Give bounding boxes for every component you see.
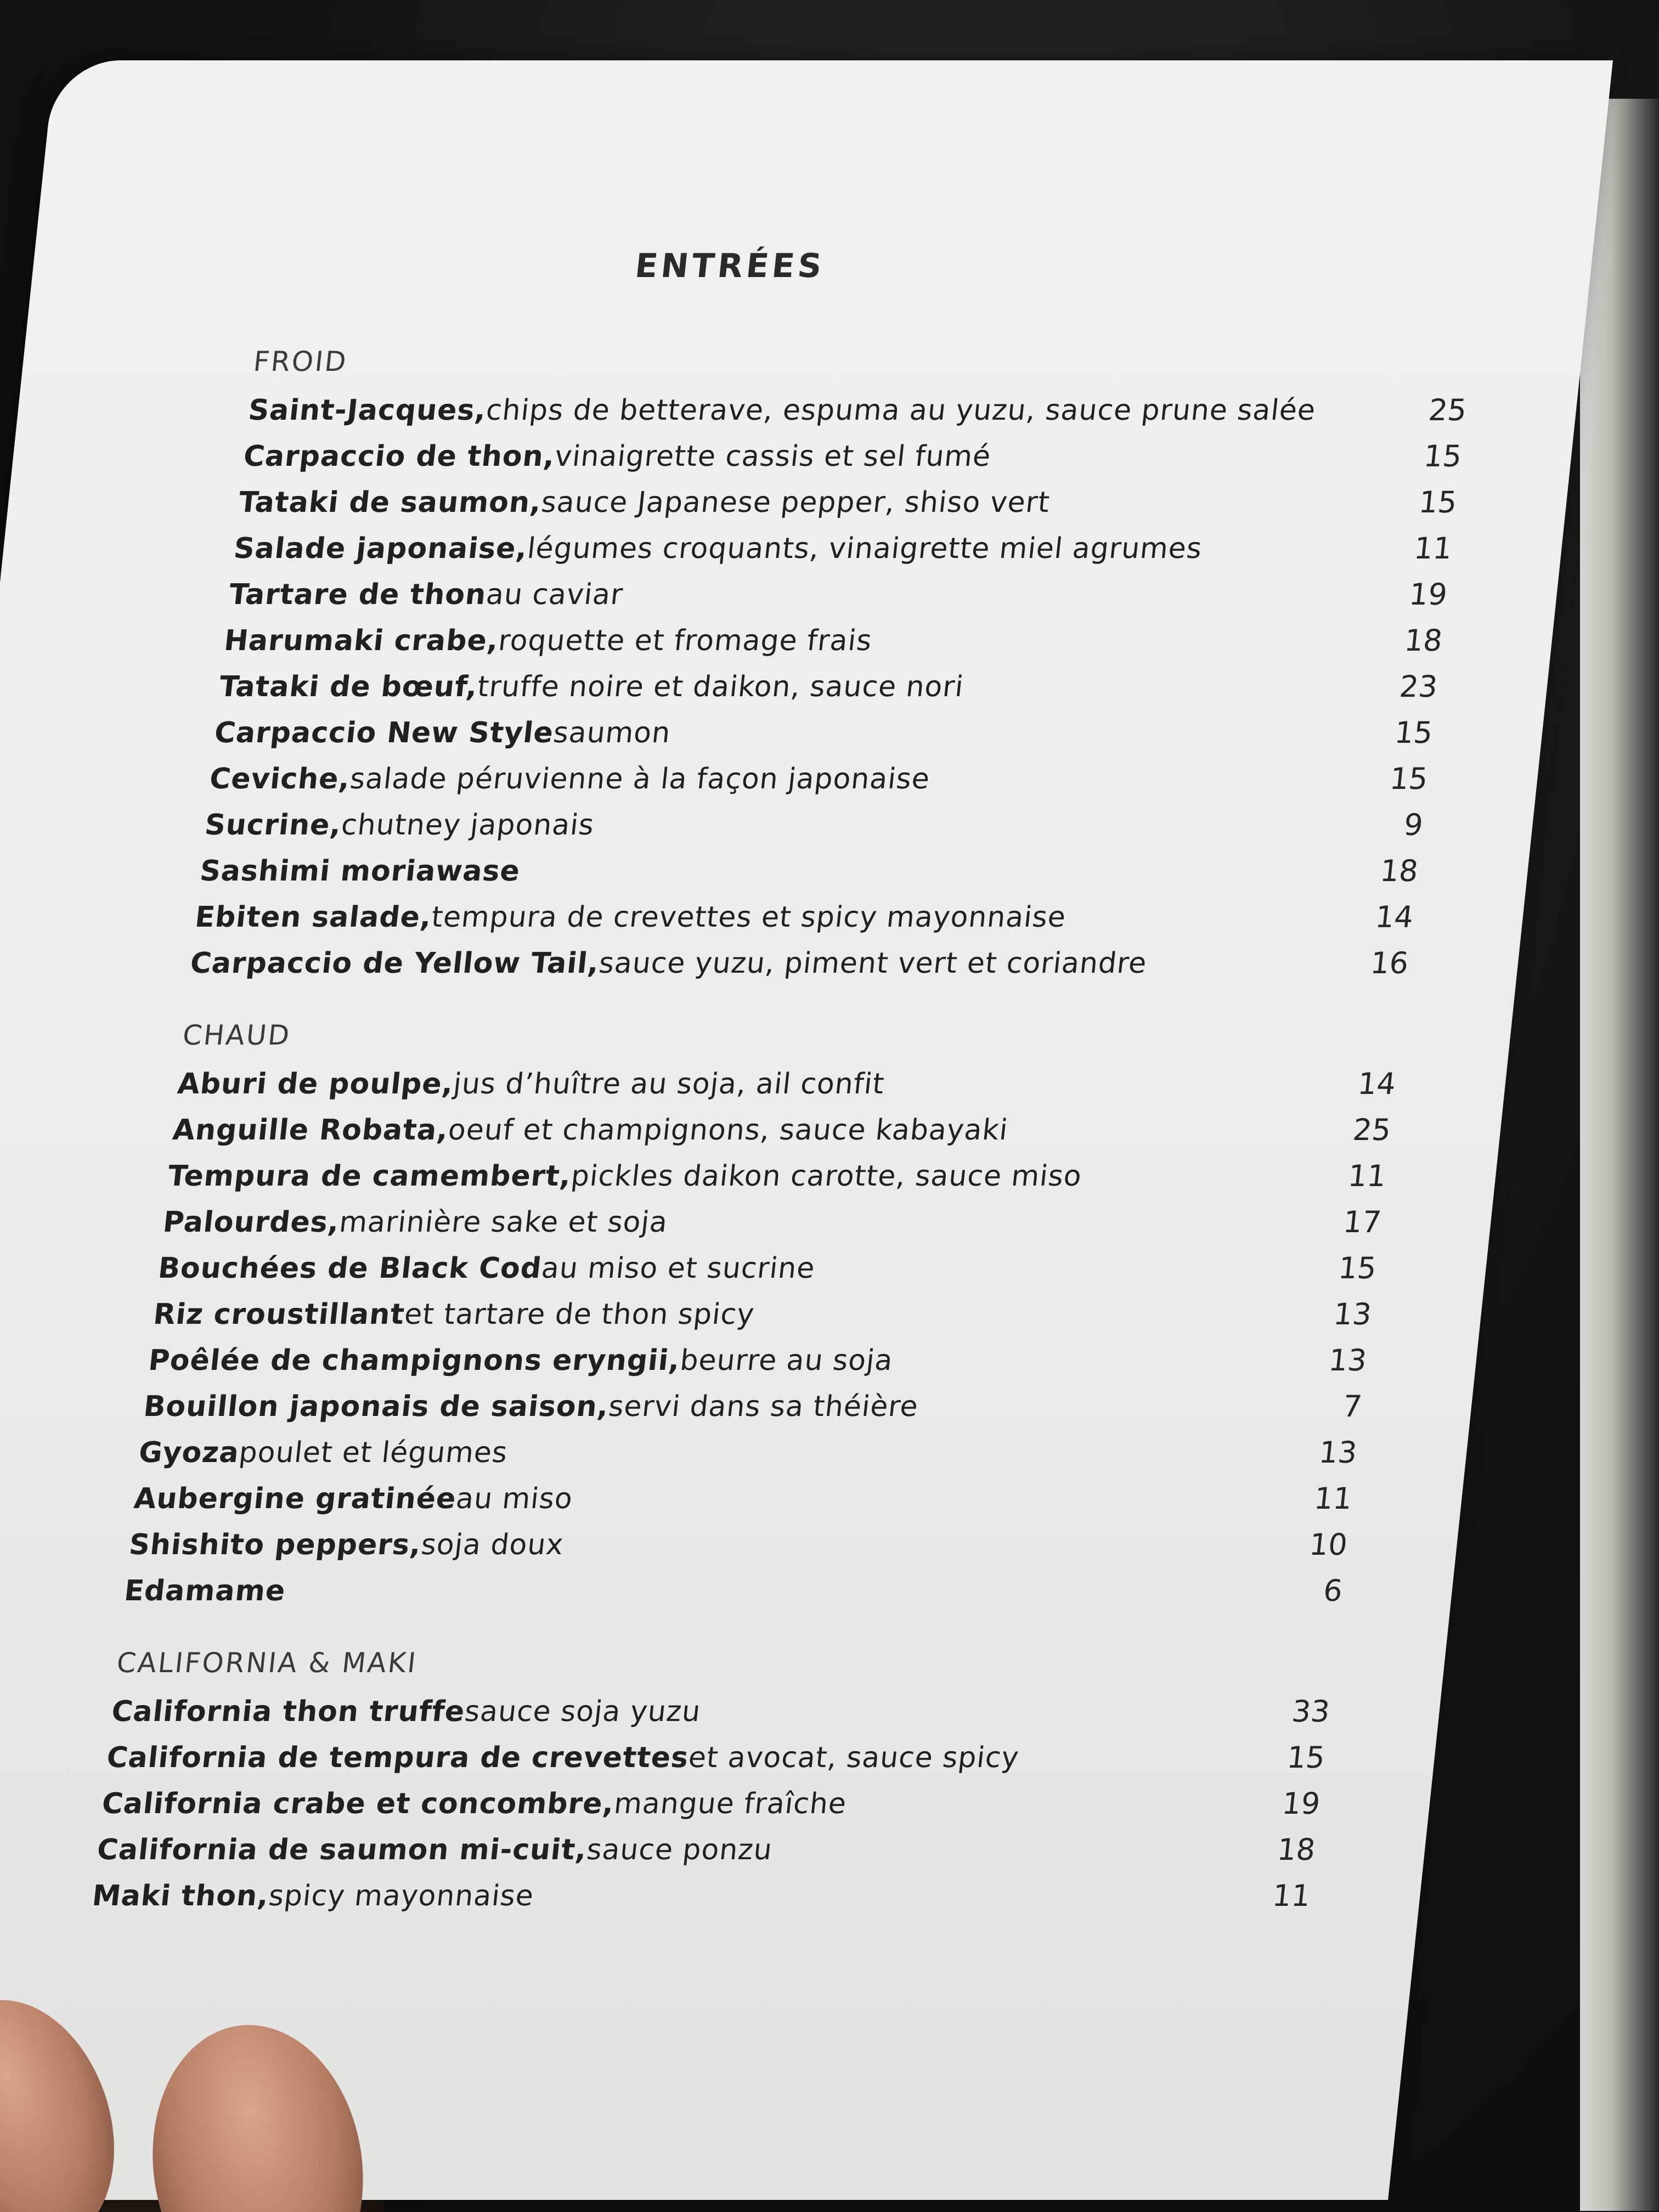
dish-description: et tartare de thon spicy (403, 1298, 757, 1331)
menu-item (175, 1061, 1475, 1107)
menu-item (217, 664, 1517, 710)
menu-item (246, 387, 1546, 433)
price: 18 (1402, 623, 1444, 658)
dish-name: Anguille Robata, (171, 1114, 450, 1147)
menu-item (193, 894, 1492, 940)
dish-name: Salade japonaise, (232, 532, 529, 565)
menu-rows (188, 387, 1546, 986)
dish-description: tempura de crevettes et spicy mayonnaise (430, 901, 1068, 934)
menu-item (137, 1430, 1436, 1476)
price: 15 (1388, 761, 1430, 796)
dish-name: Gyoza (137, 1436, 241, 1469)
dish-name: California crabe et concombre, (100, 1787, 616, 1820)
section-title: CHAUD (181, 1019, 293, 1051)
dish-name: Bouillon japonais de saison, (142, 1390, 611, 1423)
dish-description: spicy mayonnaise (267, 1880, 536, 1912)
dish-description: roquette et fromage frais (496, 624, 874, 657)
menu-item (146, 1338, 1446, 1384)
dish-description: au caviar (484, 578, 625, 611)
dish-name: Harumaki crabe, (222, 624, 500, 657)
dish-name: Sucrine, (203, 809, 343, 842)
dish-description: mangue fraîche (612, 1787, 849, 1820)
dish-name: Riz croustillant (151, 1298, 407, 1331)
dish-description: truffe noire et daikon, sauce nori (476, 670, 966, 703)
menu-content (87, 247, 1561, 1952)
dish-description: saumon (551, 716, 673, 749)
price: 15 (1417, 485, 1459, 520)
menu-page (0, 60, 1613, 2200)
dish-name: Ceviche, (208, 763, 352, 795)
menu-rows (90, 1689, 1409, 1919)
dish-description: vinaigrette cassis et sel fumé (553, 440, 993, 473)
dish-name: Tataki de bœuf, (217, 670, 479, 703)
menu-cover-edge (1580, 99, 1659, 2211)
dish-name: Tempura de camembert, (166, 1160, 573, 1193)
price: 6 (1322, 1573, 1345, 1608)
price: 15 (1336, 1251, 1378, 1285)
menu-item (100, 1781, 1400, 1827)
section-california-maki (90, 1647, 1413, 1919)
menu-item (142, 1384, 1441, 1430)
price: 18 (1276, 1832, 1317, 1867)
dish-name: Palourdes, (161, 1206, 341, 1239)
price: 19 (1280, 1786, 1322, 1821)
section-title: FROID (252, 346, 349, 377)
dish-description: poulet et légumes (237, 1436, 510, 1469)
menu-title: ENTRÉES (633, 247, 827, 285)
dish-name: California thon truffe (110, 1695, 467, 1728)
menu-item (202, 802, 1502, 848)
section-title: CALIFORNIA & MAKI (115, 1647, 419, 1679)
menu-item (127, 1522, 1426, 1568)
dish-description: sauce soja yuzu (463, 1695, 703, 1728)
dish-name: Ebiten salade, (193, 901, 433, 934)
price: 11 (1412, 531, 1454, 566)
price: 25 (1351, 1113, 1393, 1147)
dish-description: soja doux (419, 1528, 566, 1561)
menu-item (95, 1827, 1395, 1873)
menu-item (222, 618, 1521, 664)
dish-description: marinière sake et soja (337, 1206, 670, 1239)
menu-item (109, 1689, 1409, 1735)
dish-description: jus d’huître au soja, ail confit (452, 1068, 887, 1101)
dish-description: chutney japonais (340, 809, 596, 842)
dish-name: Aburi de poulpe, (176, 1068, 455, 1101)
price: 19 (1407, 577, 1449, 612)
menu-item (90, 1873, 1390, 1919)
price: 7 (1341, 1389, 1364, 1424)
dish-description: au miso et sucrine (539, 1252, 817, 1285)
menu-item (104, 1735, 1404, 1781)
dish-name: Sashimi moriawase (198, 855, 522, 888)
dish-description: et avocat, sauce spicy (686, 1741, 1021, 1774)
menu-item (161, 1199, 1460, 1245)
price: 23 (1397, 669, 1440, 704)
price: 16 (1369, 946, 1410, 980)
price: 13 (1331, 1297, 1374, 1331)
menu-item (171, 1107, 1470, 1153)
dish-name: Tataki de saumon, (237, 486, 544, 519)
dish-name: Bouchées de Black Cod (156, 1252, 544, 1285)
menu-item (132, 1476, 1431, 1522)
dish-description: au miso (454, 1482, 574, 1515)
price: 15 (1393, 715, 1435, 750)
dish-name: Aubergine gratinée (132, 1482, 458, 1515)
dish-name: California de tempura de crevettes (105, 1741, 691, 1774)
dish-description: pickles daikon carotte, sauce miso (569, 1160, 1084, 1193)
dish-name: California de saumon mi-cuit, (95, 1833, 589, 1866)
section-chaud (122, 1019, 1479, 1614)
price: 13 (1327, 1343, 1369, 1378)
price: 13 (1317, 1435, 1359, 1470)
menu-item (207, 756, 1507, 802)
price: 14 (1356, 1066, 1398, 1101)
menu-item (151, 1291, 1451, 1338)
menu-item (198, 848, 1497, 894)
dish-description: sauce Japanese pepper, shiso vert (539, 486, 1052, 519)
menu-item (156, 1245, 1455, 1291)
price: 25 (1426, 393, 1469, 427)
price: 15 (1422, 439, 1464, 473)
dish-name: Carpaccio de Yellow Tail, (188, 947, 601, 980)
price: 11 (1312, 1481, 1354, 1516)
menu-item (122, 1568, 1421, 1614)
price: 33 (1290, 1694, 1331, 1729)
price: 18 (1378, 854, 1420, 888)
menu-item (232, 526, 1531, 572)
dish-description: oeuf et champignons, sauce kabayaki (447, 1114, 1010, 1147)
dish-name: Edamame (122, 1575, 287, 1607)
dish-description: légumes croquants, vinaigrette miel agrumes (526, 532, 1204, 565)
menu-rows (122, 1061, 1475, 1614)
price: 10 (1307, 1527, 1349, 1562)
menu-item (212, 710, 1512, 756)
menu-item (227, 572, 1526, 618)
price: 14 (1373, 900, 1415, 934)
menu-item (241, 433, 1541, 479)
dish-name: Tartare de thon (227, 578, 488, 611)
dish-description: chips de betterave, espuma au yuzu, sauce prune salée (484, 394, 1318, 427)
dish-name: Saint-Jacques, (246, 394, 488, 427)
dish-description: sauce ponzu (585, 1833, 774, 1866)
dish-description: servi dans sa théière (607, 1390, 920, 1423)
price: 9 (1402, 808, 1425, 842)
price: 11 (1346, 1159, 1388, 1193)
price: 11 (1271, 1878, 1312, 1913)
menu-item (236, 479, 1536, 526)
dish-name: Carpaccio de thon, (241, 440, 557, 473)
price: 15 (1285, 1740, 1327, 1775)
menu-item (166, 1153, 1465, 1199)
price: 17 (1341, 1205, 1383, 1239)
menu-item (188, 940, 1488, 986)
dish-name: Poêlée de champignons eryngii, (146, 1344, 682, 1377)
dish-description: beurre au soja (678, 1344, 895, 1377)
section-froid (188, 346, 1550, 986)
dish-name: Shishito peppers, (127, 1528, 424, 1561)
dish-name: Carpaccio New Style (212, 716, 556, 749)
dish-description: sauce yuzu, piment vert et coriandre (597, 947, 1149, 980)
dish-description: salade péruvienne à la façon japonaise (348, 763, 932, 795)
dish-name: Maki thon, (91, 1880, 271, 1912)
